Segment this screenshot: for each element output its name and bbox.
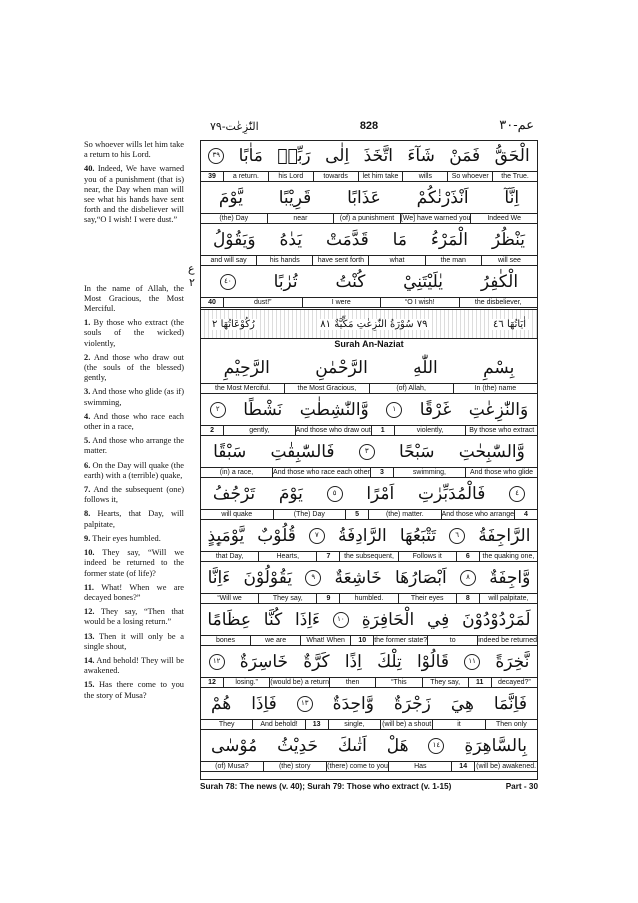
verse-text: What! When we are decayed bones?”: [84, 582, 184, 602]
verse-number: 40.: [84, 164, 95, 174]
gloss-cell: near: [267, 214, 334, 223]
arabic-word: رَبِّهٖ: [277, 146, 311, 166]
english-gloss-row: [201, 761, 537, 772]
gloss-cell: And those who glide: [465, 468, 537, 477]
gloss-cell: I were: [302, 298, 381, 307]
gloss-cell: indeed be returned: [478, 637, 537, 644]
arabic-row: [201, 563, 537, 593]
verse-number: 10.: [84, 548, 95, 558]
arabic-word: وَّالسّٰبِحٰتِ: [458, 442, 525, 462]
arabic-word: يَوْمَ: [278, 484, 303, 504]
verse-text: On the Day will quake (the earth) with a (terrible) quake,: [84, 460, 185, 480]
verse-number: 4.: [84, 411, 91, 421]
gloss-cell: 39: [208, 173, 216, 180]
gloss-cell: that Day,: [215, 553, 244, 560]
translation-verse: [84, 534, 184, 544]
gloss-cell: 10: [350, 636, 373, 645]
gloss-cell: Then only: [485, 720, 537, 729]
verse-text: And behold! They will be awakened.: [84, 655, 184, 676]
gloss-cell: 1: [371, 426, 394, 435]
gloss-cell: gently,: [223, 426, 295, 435]
arabic-word: عَذَابًا: [347, 188, 381, 208]
arabic-word: فَالسّٰبِقٰتِ: [270, 442, 335, 462]
verse-number: 8.: [84, 509, 91, 519]
arabic-word: الرَّحْمٰنِ: [315, 358, 368, 378]
gloss-cell: will see: [481, 256, 537, 265]
verse-text: Hearts, that Day, will palpitate,: [84, 509, 184, 529]
verse-number: 2.: [84, 352, 91, 362]
english-gloss-row: [201, 467, 537, 478]
arabic-word: يَقُوْلُوْنَ: [243, 568, 293, 588]
arabic-word: بِسْمِ: [483, 358, 515, 378]
english-gloss-row: [201, 551, 537, 562]
verse-text: They say, “Then that would be a losing return.”: [84, 607, 184, 627]
english-gloss-row: [201, 677, 537, 688]
english-gloss-row: [201, 719, 537, 730]
gloss-cell: And those who arrange: [441, 511, 514, 518]
verse-number: 14.: [84, 655, 95, 665]
gloss-cell: (of) Allah,: [369, 384, 453, 393]
surah-title: Surah An-Naziat: [334, 339, 404, 349]
gloss-cell: 8: [456, 594, 479, 603]
arabic-word: قُلُوْبٌ: [257, 526, 296, 546]
arabic-word: فَاِنَّمَا: [493, 694, 527, 714]
gloss-cell: (there) come to you: [327, 763, 388, 770]
arabic-word: مُوْسٰى: [210, 736, 258, 756]
gloss-cell: 7: [316, 552, 339, 561]
arabic-word: الرَّحِيْمِ: [223, 358, 270, 378]
verse-text: Indeed, We have warned you of a punishment (that is) near, the Day when man will see what his hands have sent forth and the disbeliever will say,“O I wish! I were dust.”: [84, 164, 185, 225]
gloss-cell: (the) story: [263, 762, 326, 771]
translation-verse: [84, 607, 184, 627]
gloss-cell: 40: [208, 299, 216, 306]
ruku-number: ٢: [189, 276, 195, 289]
gloss-cell: Their eyes: [398, 594, 456, 603]
arabic-word: غَرْقًا: [419, 400, 452, 420]
verse-text: And those who draw out (the souls of the blessed) gently,: [84, 352, 184, 383]
gloss-cell: They say,: [422, 678, 468, 687]
arabic-row: [201, 731, 537, 761]
arabic-row: [201, 437, 537, 467]
verse-end-marker: ٢: [210, 402, 226, 418]
verse-text: By those who extract (the souls of the wicked) violently,: [84, 318, 185, 348]
gloss-cell: will quake: [221, 511, 253, 518]
arabic-word: لَمَرْدُوْدُوْنَ: [462, 610, 531, 630]
verse-end-marker: ١٢: [209, 654, 225, 670]
page-number: 828: [359, 120, 379, 132]
arabic-row: [201, 395, 537, 425]
verse-text: And those who arrange the matter.: [84, 436, 184, 456]
gloss-cell: And behold!: [252, 720, 304, 729]
verse-end-marker: ٧: [309, 528, 325, 544]
gloss-cell: 11: [468, 678, 491, 687]
gloss-cell: the quaking one,: [479, 552, 537, 561]
gloss-cell: what: [368, 256, 424, 265]
arabic-row: [201, 267, 537, 297]
gloss-cell: the Most Merciful.: [215, 385, 271, 392]
arabic-word: كُنَّا: [263, 610, 283, 630]
gloss-cell: And those who race each other: [273, 469, 370, 476]
gloss-cell: Follows it: [398, 552, 456, 561]
verse-number: 11.: [84, 582, 95, 592]
verse-text: And those who glide (as if) swimming,: [84, 387, 184, 407]
page-header: [200, 118, 538, 138]
gloss-cell: What! When: [300, 636, 350, 645]
page-footer: [200, 782, 538, 791]
gloss-cell: (in) a race,: [219, 469, 254, 476]
banner-surah-name: ٧٩ سُوْرَةُ النّٰزِعٰتِ مَكِّيَّةٌ ٨١: [317, 319, 430, 330]
header-surah-name: النّٰزِعٰت-٧٩: [210, 120, 259, 133]
arabic-word: وَالنّٰزِعٰتِ: [468, 400, 529, 420]
english-gloss-row: [201, 255, 537, 266]
english-gloss-row: [201, 635, 537, 646]
translation-verse: [84, 164, 184, 225]
banner-ayat-count: اٰيَاتُهَا ٤٦: [490, 319, 529, 330]
gloss-cell: bones: [215, 637, 236, 644]
translation-verse: [84, 632, 184, 652]
gloss-cell: the True.: [492, 172, 537, 181]
footer-part: Part - 30: [505, 782, 538, 791]
gloss-cell: we are: [250, 636, 300, 645]
arabic-word: وَيَقُوْلُ: [212, 230, 256, 250]
surah-banner: [201, 309, 537, 339]
verse-number: 1.: [84, 318, 91, 328]
verse-end-marker: ٩: [305, 570, 321, 586]
translation-verse: [84, 583, 184, 603]
arabic-word: الْكٰفِرُ: [480, 272, 519, 292]
gloss-cell: In (the) name: [453, 384, 537, 393]
gloss-cell: have sent forth: [312, 256, 368, 265]
gloss-cell: [We] have warned you: [400, 215, 471, 222]
gloss-cell: (will be) awakened.: [476, 763, 537, 770]
arabic-row: [201, 521, 537, 551]
gloss-cell: “Will we: [217, 595, 242, 602]
gloss-cell: will palpitate,: [479, 594, 537, 603]
gloss-cell: (would be) a return: [270, 679, 329, 686]
gloss-cell: 5: [345, 510, 368, 519]
gloss-cell: the former state?: [374, 637, 428, 644]
gloss-cell: “O I wish!: [380, 298, 459, 307]
gloss-cell: (the) matter.: [368, 510, 441, 519]
gloss-cell: By those who extract: [465, 426, 537, 435]
verse-text: In the name of Allah, the Most Gracious, the Most Merciful.: [84, 283, 184, 314]
gloss-cell: violently,: [394, 426, 466, 435]
arabic-word: هِيَ: [450, 694, 474, 714]
arabic-word: وَّاجِفَةٌ: [489, 568, 531, 588]
arabic-word: اِنَّآ: [504, 188, 520, 208]
gloss-cell: 4: [514, 510, 537, 519]
arabic-row: [201, 647, 537, 677]
english-gloss-row: [201, 383, 537, 394]
verse-text: Their eyes humbled.: [92, 533, 161, 543]
arabic-word: قَالُوْا: [416, 652, 449, 672]
gloss-cell: They say,: [258, 594, 316, 603]
arabic-word: زَجْرَةٌ: [393, 694, 431, 714]
gloss-cell: 2: [210, 427, 214, 434]
arabic-word: هَلْ: [386, 736, 409, 756]
arabic-row: [201, 225, 537, 255]
gloss-cell: Indeed We: [470, 214, 537, 223]
arabic-word: فَمَنْ: [449, 146, 481, 166]
verse-number: 15.: [84, 680, 95, 690]
ruku-mark: ع: [188, 262, 195, 275]
gloss-cell: humbled.: [339, 594, 397, 603]
translation-verse: [84, 461, 184, 481]
translation-verse: [84, 680, 184, 700]
arabic-word: نَّخِرَةً: [495, 652, 530, 672]
gloss-cell: his Lord: [268, 172, 313, 181]
english-gloss-row: [201, 213, 537, 224]
gloss-cell: Hearts,: [258, 552, 316, 561]
gloss-cell: 6: [456, 552, 479, 561]
arabic-word: ءَاِنَّا: [207, 568, 231, 588]
english-gloss-row: [201, 593, 537, 604]
gloss-cell: “This: [375, 678, 421, 687]
arabic-row: [201, 689, 537, 719]
arabic-word: عِظَامًا: [207, 610, 251, 630]
verse-end-marker: ٤: [509, 486, 525, 502]
verse-number: 13.: [84, 631, 95, 641]
gloss-cell: (of) a punishment: [333, 214, 400, 223]
footer-caption: Surah 78: The news (v. 40); Surah 79: Those who extract (v. 1-15): [200, 782, 452, 791]
arabic-word: كُنْتُ: [335, 272, 366, 292]
translation-verse: [84, 140, 184, 160]
arabic-word: قَرِيْبًا: [278, 188, 312, 208]
verse-end-marker: ٣٩: [208, 148, 224, 164]
arabic-word: يَّوْمَىِٕذٍ: [207, 526, 245, 546]
arabic-row: [201, 479, 537, 509]
translation-verse: [84, 485, 184, 505]
gloss-cell: decayed?”: [491, 678, 537, 687]
gloss-cell: 3: [370, 468, 393, 477]
translation-verse: [84, 284, 184, 315]
arabic-word: يَدٰهُ: [279, 230, 303, 250]
english-gloss-row: [201, 171, 537, 182]
arabic-row: [201, 353, 537, 383]
verse-end-marker: ٦: [449, 528, 465, 544]
gloss-cell: dust!”: [223, 298, 302, 307]
arabic-word: الْمَرْءُ: [430, 230, 468, 250]
translation-column: [84, 140, 184, 705]
arabic-word: الرَّادِفَةُ: [337, 526, 387, 546]
arabic-word: تَتْبَعُهَا: [399, 526, 437, 546]
gloss-cell: the disbeliever,: [459, 298, 538, 307]
arabic-word: سَبْحًا: [399, 442, 435, 462]
gloss-cell: his hands: [256, 256, 312, 265]
gloss-cell: the man: [425, 256, 481, 265]
verse-text: Then it will only be a single shout,: [84, 631, 184, 651]
verse-number: 5.: [84, 436, 91, 446]
gloss-cell: 13: [305, 720, 328, 729]
header-juz: عم-٣٠: [499, 118, 534, 133]
verse-number: 12.: [84, 607, 95, 617]
verse-text: They say, “Will we indeed be returned to the former state (of life)?: [84, 548, 184, 578]
arabic-word: قَدَّمَتْ: [325, 230, 369, 250]
verse-end-marker: ١: [386, 402, 402, 418]
gloss-cell: a return.: [223, 172, 268, 181]
verse-end-marker: ٤٠: [220, 274, 236, 290]
gloss-cell: swimming,: [393, 468, 465, 477]
gloss-cell: it: [432, 720, 484, 729]
arabic-word: فَالْمُدَبِّرٰتِ: [418, 484, 486, 504]
translation-verse: [84, 387, 184, 407]
english-gloss-row: [201, 297, 537, 308]
gloss-cell: 9: [316, 594, 339, 603]
verse-text: Has there come to you the story of Musa?: [84, 680, 184, 700]
arabic-word: تُرٰبًا: [273, 272, 298, 292]
arabic-word: اتَّخَذَ: [363, 146, 393, 166]
verse-number: 7.: [84, 485, 91, 495]
arabic-word: هُمْ: [210, 694, 232, 714]
arabic-word: وَّاحِدَةٌ: [332, 694, 374, 714]
arabic-word: فَاِذَا: [251, 694, 277, 714]
gloss-cell: (The) Day: [273, 510, 346, 519]
gloss-cell: They: [218, 721, 235, 728]
gloss-cell: (will be) a shout: [380, 720, 432, 729]
verse-end-marker: ٣: [359, 444, 375, 460]
gloss-cell: 12: [208, 679, 216, 686]
translation-verse: [84, 509, 184, 529]
banner-ruku-count: رُكُوْعَاتُهَا ٢: [209, 319, 258, 330]
translation-verse: [84, 412, 184, 432]
english-gloss-row: [201, 509, 537, 520]
arabic-word: الرَّاجِفَةُ: [478, 526, 531, 546]
word-by-word-grid: [200, 140, 538, 780]
translation-verse: [84, 318, 184, 349]
arabic-word: اِذًا: [344, 652, 362, 672]
arabic-word: كَرَّةٌ: [303, 652, 330, 672]
verse-number: 9.: [84, 533, 91, 543]
arabic-word: نَشْطًا: [243, 400, 283, 420]
gloss-cell: and will say: [210, 257, 247, 264]
translation-verse: [84, 353, 184, 384]
gloss-cell: losing.”: [223, 678, 269, 687]
arabic-word: خَاشِعَةٌ: [334, 568, 382, 588]
arabic-row: [201, 141, 537, 171]
gloss-cell: And those who draw out: [295, 427, 371, 434]
gloss-cell: the Most Gracious,: [284, 384, 368, 393]
arabic-word: يٰلَيْتَنِيْ: [403, 272, 444, 292]
verse-end-marker: ١٤: [428, 738, 444, 754]
arabic-row: [201, 183, 537, 213]
arabic-word: مَا: [392, 230, 407, 250]
gloss-cell: single,: [328, 720, 380, 729]
verse-text: And the subsequent (one) follows it,: [84, 485, 184, 505]
gloss-cell: (the) Day: [219, 215, 249, 222]
verse-text: So whoever wills let him take a return to his Lord.: [84, 140, 184, 160]
gloss-cell: to: [427, 636, 477, 645]
gloss-cell: So whoever: [447, 172, 492, 181]
arabic-word: حَدِيْثُ: [277, 736, 318, 756]
verse-end-marker: ١٣: [297, 696, 313, 712]
arabic-word: الْحَقُّ: [494, 146, 530, 166]
arabic-word: سَبْقًا: [213, 442, 247, 462]
arabic-word: شَآءَ: [407, 146, 435, 166]
translation-verse: [84, 548, 184, 579]
verse-number: 3.: [84, 387, 91, 397]
gloss-cell: let him take: [358, 172, 403, 181]
arabic-word: تِلْكَ: [377, 652, 402, 672]
arabic-word: يَّوْمَ: [218, 188, 243, 208]
arabic-word: اَنْذَرْنٰكُمْ: [416, 188, 469, 208]
verse-end-marker: ٥: [327, 486, 343, 502]
verse-number: 6.: [84, 460, 91, 470]
verse-text: And those who race each other in a race,: [84, 411, 184, 432]
arabic-word: مَاٰبًا: [238, 146, 263, 166]
verse-end-marker: ١٠: [333, 612, 349, 628]
arabic-word: اَتٰىكَ: [337, 736, 367, 756]
gloss-cell: towards: [313, 172, 358, 181]
arabic-word: يَنْظُرُ: [491, 230, 526, 250]
gloss-cell: 14: [451, 762, 474, 771]
arabic-word: وَّالنّٰشِطٰتِ: [299, 400, 369, 420]
gloss-cell: Has: [388, 762, 451, 771]
arabic-word: تَرْجُفُ: [212, 484, 256, 504]
arabic-word: اللّٰهِ: [413, 358, 438, 378]
arabic-word: فِي: [427, 610, 450, 630]
arabic-row: [201, 605, 537, 635]
english-gloss-row: [201, 425, 537, 436]
verse-end-marker: ١١: [464, 654, 480, 670]
gloss-cell: (of) Musa?: [215, 763, 249, 770]
arabic-word: ءَاِذَا: [295, 610, 321, 630]
verse-end-marker: ٨: [460, 570, 476, 586]
gloss-cell: the subsequent,: [339, 552, 397, 561]
gloss-cell: wills: [402, 172, 447, 181]
gloss-cell: then: [329, 678, 375, 687]
arabic-word: اَبْصَارُهَا: [395, 568, 447, 588]
arabic-word: اِلٰى: [325, 146, 350, 166]
arabic-word: خَاسِرَةٌ: [239, 652, 289, 672]
translation-verse: [84, 656, 184, 676]
arabic-word: بِالسَّاهِرَةِ: [464, 736, 528, 756]
arabic-word: الْحَافِرَةِ: [361, 610, 415, 630]
translation-verse: [84, 436, 184, 456]
arabic-word: اَمْرًا: [366, 484, 395, 504]
